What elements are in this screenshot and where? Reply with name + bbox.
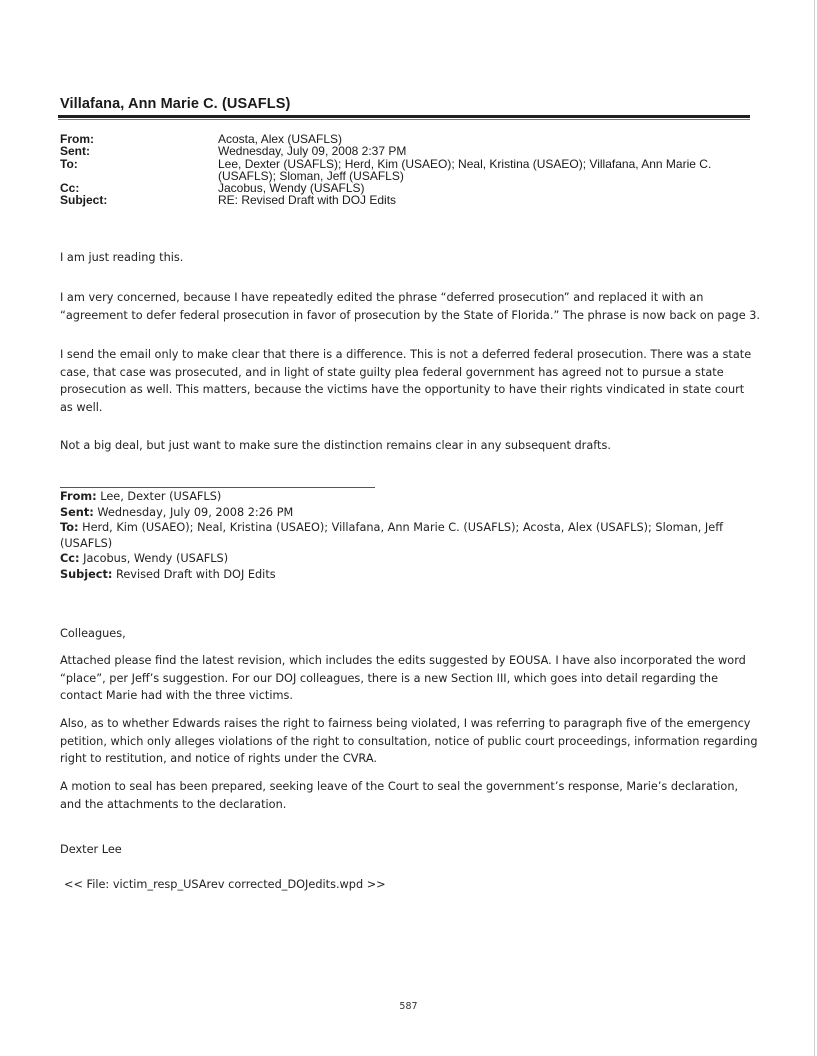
fwd-subject-label: Subject:: [60, 567, 113, 581]
fwd-to-label: To:: [60, 521, 79, 535]
fwd-from-value: Lee, Dexter (USAFLS): [100, 490, 222, 503]
fwd-from-row: [60, 489, 750, 505]
forwarded-header: [60, 489, 750, 583]
fwd-from-label: From:: [60, 490, 97, 503]
mailbox-owner-title: Villafana, Ann Marie C. (USAFLS): [60, 96, 291, 112]
from-value: Acosta, Alex (USAFLS): [218, 132, 343, 146]
header-cc-row: [60, 182, 760, 194]
page-number: 587: [399, 1001, 418, 1012]
subject-value: RE: Revised Draft with DOJ Edits: [218, 193, 397, 208]
original-text-3: A motion to seal has been prepared, seeking leave of the Court to seal the government’s response, Marie’s declaration, and the attachments to the declaration.: [60, 780, 739, 811]
email-header: [60, 133, 760, 207]
to-value: Lee, Dexter (USAFLS); Herd, Kim (USAEO); Neal, Kristina (USAEO); Villafana, Ann Marie C.: [218, 156, 712, 171]
header-to-row: [60, 158, 760, 170]
original-paragraph: [60, 715, 760, 768]
fwd-to-value: Herd, Kim (USAEO); Neal, Kristina (USAEO); Villafana, Ann Marie C. (USAFLS); Acosta, Alex (USAFLS); Sloman, Jeff (USAFLS): [60, 521, 723, 550]
cc-value: Jacobus, Wendy (USAFLS): [218, 181, 365, 196]
reply-paragraph: [60, 249, 760, 267]
reply-paragraph: [60, 346, 760, 416]
fwd-sent-row: [60, 505, 750, 521]
page-edge: [814, 0, 815, 1056]
subject-label: Subject:: [60, 193, 108, 208]
reply-paragraph: [60, 289, 760, 324]
quoted-separator: [60, 487, 375, 488]
attachment-text[interactable]: << File: victim_resp_USArev corrected_DOJedits.wpd >>: [64, 878, 386, 891]
header-subject-row: [60, 194, 760, 206]
reply-paragraph: [60, 437, 760, 455]
fwd-sent-value: Wednesday, July 09, 2008 2:26 PM: [97, 505, 294, 519]
original-paragraph: [60, 652, 760, 705]
header-to-row-cont: [60, 170, 760, 182]
fwd-cc-label: Cc:: [60, 552, 80, 566]
to-label: To:: [60, 156, 78, 171]
greeting-text: Colleagues,: [60, 627, 126, 640]
greeting: [60, 625, 760, 643]
fwd-sent-label: Sent:: [60, 505, 94, 519]
to-value-continued: (USAFLS); Sloman, Jeff (USAFLS): [218, 168, 404, 183]
signature-text: Dexter Lee: [60, 843, 122, 856]
signature: [60, 841, 760, 859]
fwd-cc-row: [60, 551, 750, 567]
fwd-subject-value: Revised Draft with DOJ Edits: [116, 567, 276, 581]
sent-value: Wednesday, July 09, 2008 2:37 PM: [218, 144, 407, 159]
cc-label: Cc:: [60, 181, 80, 196]
fwd-to-row: [60, 520, 750, 551]
fwd-cc-value: Jacobus, Wendy (USAFLS): [83, 552, 229, 566]
reply-text-1: I am just reading this.: [60, 251, 184, 264]
title-rule-thin: [58, 119, 750, 120]
original-text-1: Attached please find the latest revision, which includes the edits suggested by EOUSA. I have also incorporated the word “place”, per Jeff’s suggestion. For our DOJ colleagues, there is a new Section III, which goes into detail regarding the contact Marie had with the three victims.: [60, 654, 746, 702]
from-label: From:: [60, 132, 94, 146]
original-paragraph: [60, 778, 760, 813]
to-label-spacer: [60, 170, 218, 182]
original-text-2: Also, as to whether Edwards raises the right to fairness being violated, I was referring to paragraph five of the emergency petition, which only alleges violations of the right to consultation, notice of public court proceedings, information regarding right to restitution, and notice of rights under the CVRA.: [60, 717, 758, 765]
reply-text-4: Not a big deal, but just want to make sure the distinction remains clear in any subsequent drafts.: [60, 439, 611, 452]
title-rule: [58, 115, 750, 118]
fwd-subject-row: [60, 567, 750, 583]
reply-text-3: I send the email only to make clear that there is a difference. This is not a deferred federal prosecution. There was a state case, that case was prosecuted, and in light of state guilty plea federal government has agreed not to pursue a state prosecution as well. This matters, because the victims have the opportunity to have their rights vindicated in state court as well.: [60, 348, 752, 414]
header-from-row: [60, 133, 760, 145]
header-sent-row: [60, 145, 760, 157]
sent-label: Sent:: [60, 144, 90, 159]
reply-text-2: I am very concerned, because I have repeatedly edited the phrase “deferred prosecution” and replaced it with an “agreement to defer federal prosecution in favor of prosecution by the State of Florida.” The phrase is now back on page 3.: [60, 291, 761, 322]
attachment-reference[interactable]: [64, 876, 764, 894]
